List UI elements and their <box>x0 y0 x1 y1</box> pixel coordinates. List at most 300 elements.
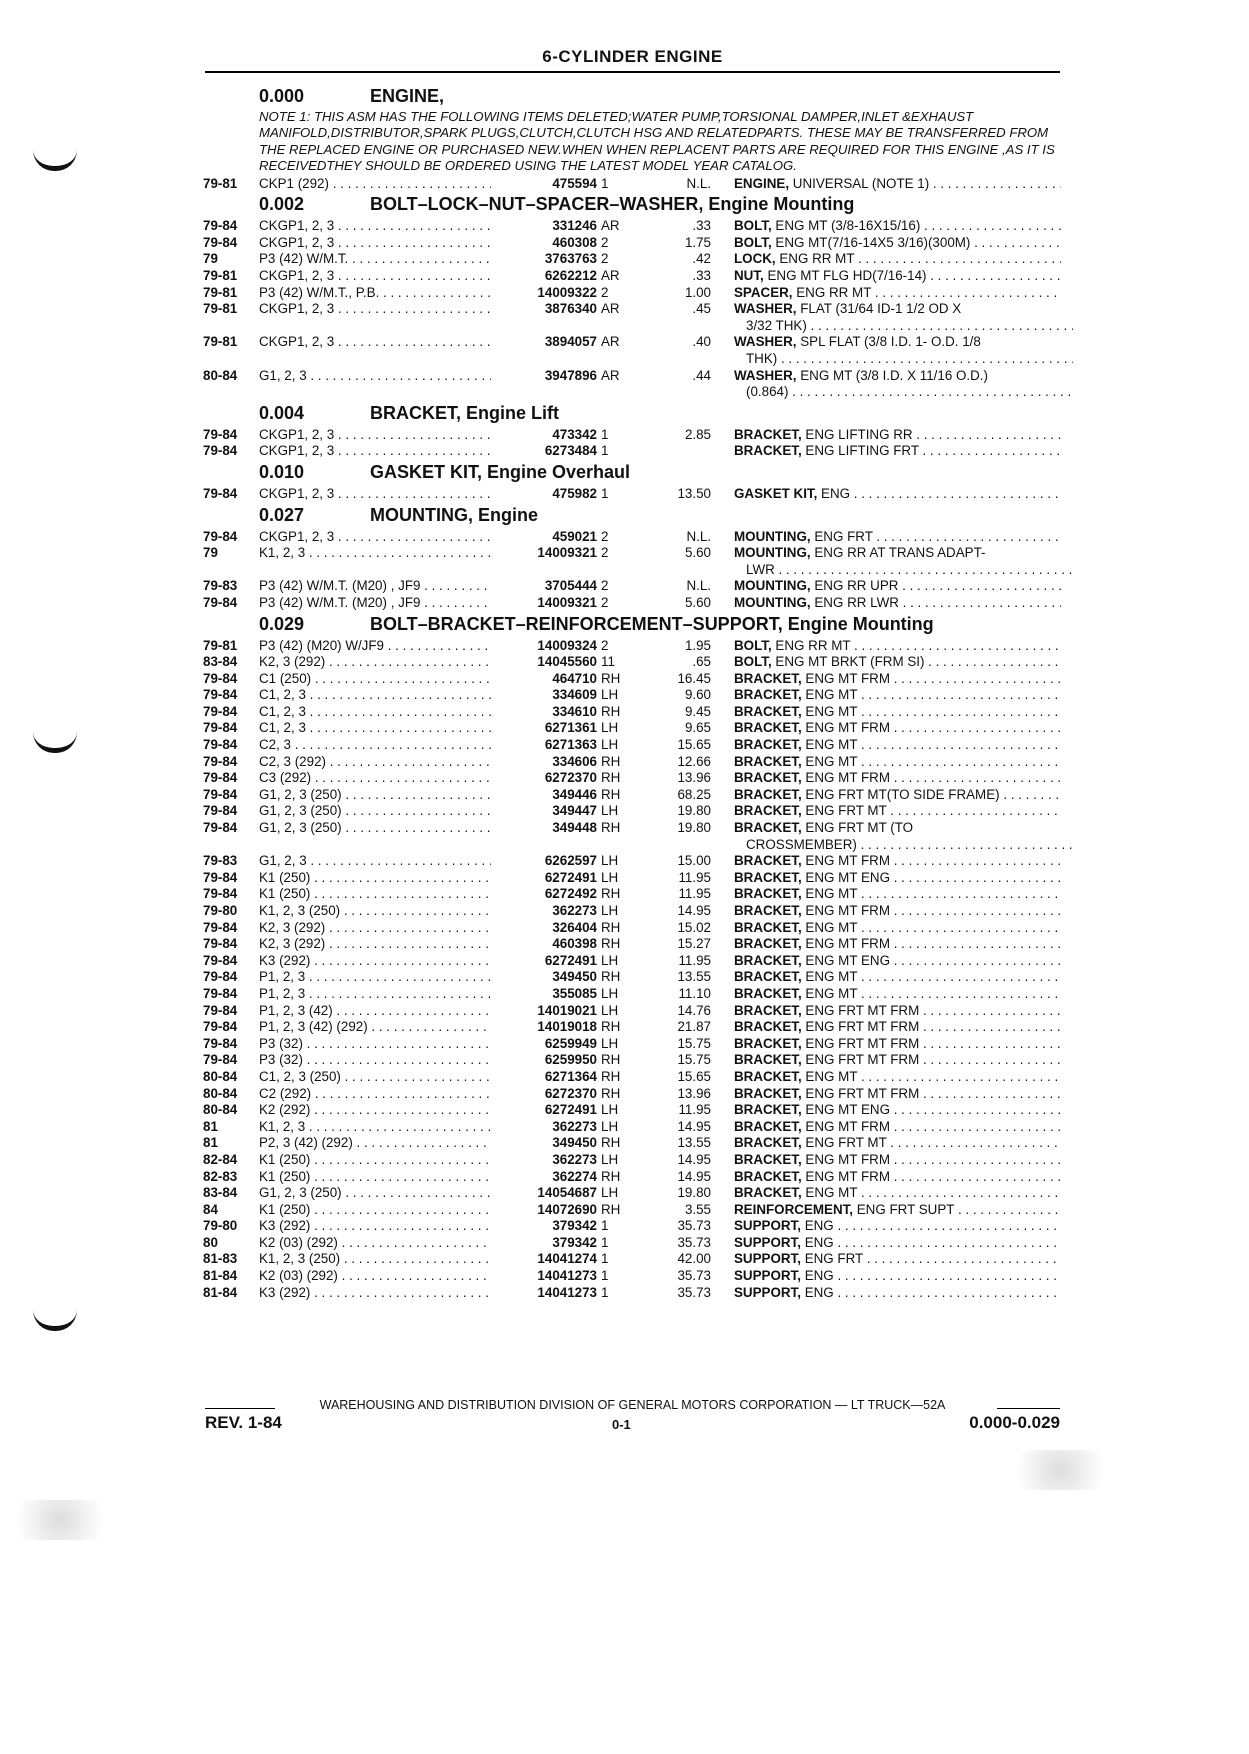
part-number: 14009322 <box>491 285 597 302</box>
description-line <box>734 1052 1061 1069</box>
description <box>734 953 1061 970</box>
parts-row <box>203 704 1061 721</box>
description <box>734 301 1061 334</box>
description-line <box>734 969 1061 986</box>
description-noun: LOCK, <box>734 251 776 267</box>
quantity: LH <box>601 720 619 736</box>
quantity: 2 <box>601 528 609 544</box>
model-years: 81-83 <box>203 1251 238 1267</box>
parts-row <box>203 936 1061 953</box>
part-number: 362273 <box>491 1119 597 1136</box>
parts-row <box>203 176 1061 193</box>
section-number: 0.027 <box>259 504 305 525</box>
price: N.L. <box>686 528 711 544</box>
quantity: 1 <box>601 443 609 459</box>
quantity: RH <box>601 919 621 935</box>
part-number: 334610 <box>491 704 597 721</box>
model-applicability: G1, 2, 3 . . . <box>259 853 501 870</box>
part-number: 3705444 <box>491 578 597 595</box>
parts-row <box>203 1251 1061 1268</box>
description-noun: BRACKET, <box>734 737 802 753</box>
description-detail: UNIVERSAL (NOTE 1) <box>789 175 930 191</box>
description-detail: ENG MT <box>801 969 858 985</box>
model-years: 79-84 <box>203 687 238 703</box>
model-years: 79-83 <box>203 578 238 594</box>
model-applicability: P1, 2, 3 (42) (292) . . . <box>259 1019 501 1036</box>
description-noun: MOUNTING, <box>734 594 811 610</box>
part-number: 14072690 <box>491 1202 597 1219</box>
model-applicability: CKGP1, 2, 3 . . . <box>259 529 501 546</box>
parts-row <box>203 1285 1061 1302</box>
quantity: LH <box>601 1102 619 1118</box>
header-rule <box>205 71 1060 73</box>
part-number: 6273484 <box>491 443 597 460</box>
description <box>734 903 1061 920</box>
part-number: 459021 <box>491 529 597 546</box>
section-heading <box>203 460 1061 486</box>
section-number: 0.002 <box>259 194 305 215</box>
parts-row <box>203 853 1061 870</box>
quantity: RH <box>601 1135 621 1151</box>
description-line <box>734 285 1061 302</box>
parts-row <box>203 1152 1061 1169</box>
description-noun: NUT, <box>734 268 764 283</box>
part-number: 362274 <box>491 1169 597 1186</box>
page-header-title: 6-CYLINDER ENGINE <box>542 47 723 66</box>
description-line <box>734 529 1061 546</box>
price: .33 <box>692 268 711 283</box>
description-line <box>734 218 1061 235</box>
model-applicability: C1, 2, 3 . . . <box>259 687 501 704</box>
parts-row <box>203 754 1061 771</box>
description <box>734 1218 1061 1235</box>
part-number: 334606 <box>491 754 597 771</box>
price: 14.76 <box>677 1002 711 1018</box>
description-noun: BRACKET, <box>734 1168 802 1184</box>
description-noun: BRACKET, <box>734 985 802 1001</box>
price: 15.75 <box>677 1052 711 1068</box>
description <box>734 654 1061 671</box>
page-number: 0-1 <box>612 1417 631 1432</box>
description <box>734 1202 1061 1219</box>
description-detail: ENG MT ENG <box>801 1102 890 1118</box>
description-noun: BRACKET, <box>734 1002 802 1018</box>
model-years: 79-84 <box>203 720 238 736</box>
parts-row <box>203 820 1061 853</box>
description <box>734 285 1061 302</box>
model-applicability: C1, 2, 3 . . . <box>259 720 501 737</box>
price: 13.96 <box>677 1085 711 1101</box>
part-number: 349447 <box>491 803 597 820</box>
description-line <box>734 1251 1061 1268</box>
part-number: 379342 <box>491 1235 597 1252</box>
model-applicability: G1, 2, 3 (250) . . . <box>259 787 501 804</box>
parts-row <box>203 1169 1061 1186</box>
part-number: 334609 <box>491 687 597 704</box>
description-noun: BRACKET, <box>734 820 802 836</box>
model-applicability: K2 (03) (292) . . . <box>259 1235 501 1252</box>
description-detail: ENG MT <box>801 919 858 935</box>
quantity: LH <box>601 1035 619 1051</box>
description-line <box>734 1169 1061 1186</box>
quantity: 2 <box>601 594 609 610</box>
parts-row <box>203 638 1061 655</box>
model-years: 79-84 <box>203 869 238 885</box>
description <box>734 268 1061 285</box>
parts-row <box>203 687 1061 704</box>
description-line <box>734 671 1061 688</box>
price: 14.95 <box>677 1151 711 1167</box>
description-line <box>734 1119 1061 1136</box>
model-years: 79-84 <box>203 952 238 968</box>
description-detail: SPL FLAT (3/8 I.D. 1- O.D. 1/8 <box>796 334 981 350</box>
description-noun: BRACKET, <box>734 1185 802 1201</box>
description-noun: SPACER, <box>734 284 793 300</box>
model-years: 79-84 <box>203 1035 238 1051</box>
description-noun: MOUNTING, <box>734 545 811 561</box>
parts-row <box>203 529 1061 546</box>
description <box>734 671 1061 688</box>
description-detail: ENG <box>800 1268 834 1284</box>
description-line <box>734 787 1061 804</box>
price: 68.25 <box>677 786 711 802</box>
description <box>734 969 1061 986</box>
description <box>734 427 1061 444</box>
model-years: 79-84 <box>203 985 238 1001</box>
quantity: 1 <box>601 1284 609 1300</box>
model-years: 82-84 <box>203 1151 238 1167</box>
description-noun: BRACKET, <box>734 670 802 686</box>
description-line <box>734 578 1061 595</box>
description-detail: ENG <box>800 1284 834 1300</box>
description-noun: BRACKET, <box>734 853 802 869</box>
model-years: 79-84 <box>203 528 238 544</box>
model-applicability: P3 (42) W/M.T. (M20) , JF9 . . . <box>259 578 501 595</box>
price: 19.80 <box>677 803 711 819</box>
description-line <box>734 545 1061 562</box>
description <box>734 803 1061 820</box>
description-detail: ENG MT FRM <box>801 1168 890 1184</box>
description <box>734 334 1061 367</box>
section-note: NOTE 1: THIS ASM HAS THE FOLLOWING ITEMS DELETED;WATER PUMP,TORSIONAL DAMPER,INLET &EXHAUST MANIFOLD,DISTRIBUTOR,SPARK PLUGS,CLUTCH,CLUTCH HSG AND RELATEDPARTS. THESE MAY BE TRANSFERRED FROM THE REPLACED ENGINE OR PURCHASED NEW.WHEN WHEN REPLACENT PARTS ARE REQUIRED FOR THIS ENGINE ,AS IT IS RECEIVEDTHEY SHOULD BE ORDERED USING THE LATEST MODEL YEAR CATALOG. <box>259 109 1055 174</box>
quantity: RH <box>601 1168 621 1184</box>
description-detail: ENG FRT MT FRM <box>801 1085 920 1101</box>
description-detail: ENG FRT MT FRM <box>801 1035 920 1051</box>
footer-publisher-text: WAREHOUSING AND DISTRIBUTION DIVISION OF GENERAL MOTORS CORPORATION — LT TRUCK—52A <box>319 1398 946 1412</box>
description-noun: BRACKET, <box>734 687 802 703</box>
model-applicability: CKGP1, 2, 3 . . . <box>259 235 501 252</box>
model-applicability: P3 (32) . . . <box>259 1036 501 1053</box>
model-years: 79-81 <box>203 268 238 283</box>
description <box>734 368 1061 401</box>
description-line <box>734 953 1061 970</box>
part-number: 6271361 <box>491 720 597 737</box>
parts-row <box>203 443 1061 460</box>
quantity: AR <box>601 301 620 317</box>
parts-row <box>203 1185 1061 1202</box>
price: 9.45 <box>684 703 711 719</box>
description-line <box>734 1019 1061 1036</box>
quantity: LH <box>601 1151 619 1167</box>
description <box>734 1169 1061 1186</box>
description-detail: ENG MT FRM <box>801 1151 890 1167</box>
description-line <box>734 1202 1061 1219</box>
part-number: 355085 <box>491 986 597 1003</box>
model-applicability: C2, 3 . . . <box>259 737 501 754</box>
price: 35.73 <box>677 1234 711 1250</box>
footer-publisher-line <box>205 1398 1060 1412</box>
model-applicability: K2, 3 (292) . . . <box>259 654 501 671</box>
description-noun: BRACKET, <box>734 936 802 952</box>
description <box>734 704 1061 721</box>
model-years: 80-84 <box>203 367 238 383</box>
model-years: 79-84 <box>203 703 238 719</box>
section-number: 0.004 <box>259 402 305 423</box>
description-detail: ENG <box>800 1218 834 1234</box>
parts-row <box>203 427 1061 444</box>
price: 15.75 <box>677 1035 711 1051</box>
description-detail: ENG FRT MT <box>801 1135 887 1151</box>
parts-listing <box>203 84 1061 1301</box>
description-line <box>734 1152 1061 1169</box>
model-years: 84 <box>203 1201 218 1217</box>
description-line <box>734 936 1061 953</box>
quantity: 1 <box>601 426 609 442</box>
quantity: RH <box>601 1019 621 1035</box>
quantity: RH <box>601 936 621 952</box>
description <box>734 820 1061 853</box>
quantity: 1 <box>601 175 609 191</box>
quantity: LH <box>601 1185 619 1201</box>
price: 21.87 <box>677 1019 711 1035</box>
price: 42.00 <box>677 1251 711 1267</box>
description-detail: ENG MT (3/8 I.D. X 11/16 O.D.) <box>796 367 988 383</box>
description-noun: BRACKET, <box>734 753 802 769</box>
quantity: RH <box>601 1085 621 1101</box>
price: 13.55 <box>677 1135 711 1151</box>
model-years: 79-80 <box>203 903 238 918</box>
section-heading <box>203 401 1061 427</box>
part-number: 349450 <box>491 1135 597 1152</box>
description-detail: ENG FRT <box>810 528 873 544</box>
parts-row <box>203 251 1061 268</box>
model-years: 79-84 <box>203 886 238 902</box>
quantity: LH <box>601 1002 619 1018</box>
description-line <box>734 654 1061 671</box>
part-number: 460398 <box>491 936 597 953</box>
quantity: AR <box>601 367 620 383</box>
description-continuation: THK) . . . <box>734 351 1073 368</box>
part-number: 6272491 <box>491 953 597 970</box>
parts-row <box>203 334 1061 367</box>
parts-row <box>203 1036 1061 1053</box>
parts-row <box>203 368 1061 401</box>
description-noun: ENGINE, <box>734 175 790 191</box>
description <box>734 936 1061 953</box>
description <box>734 853 1061 870</box>
description <box>734 770 1061 787</box>
parts-row <box>203 903 1061 920</box>
description <box>734 1251 1061 1268</box>
model-years: 80 <box>203 1234 218 1250</box>
description-noun: BRACKET, <box>734 786 802 802</box>
model-years: 83-84 <box>203 1185 238 1201</box>
description-line <box>734 638 1061 655</box>
description-detail: ENG LIFTING RR <box>801 426 913 442</box>
model-years: 82-83 <box>203 1168 238 1184</box>
description-noun: BRACKET, <box>734 720 802 736</box>
part-number: 14041273 <box>491 1268 597 1285</box>
model-years: 79-84 <box>203 803 238 819</box>
description-noun: BRACKET, <box>734 426 802 442</box>
parts-row <box>203 737 1061 754</box>
price: 14.95 <box>677 1118 711 1134</box>
description-line <box>734 853 1061 870</box>
section-range: 0.000-0.029 <box>969 1413 1060 1432</box>
description-noun: WASHER, <box>734 301 797 317</box>
section-number: 0.029 <box>259 613 305 634</box>
description-detail: ENG RR AT TRANS ADAPT- <box>810 545 986 561</box>
price: 5.60 <box>684 594 711 610</box>
description-detail: ENG LIFTING FRT <box>801 443 919 459</box>
model-applicability: CKGP1, 2, 3 . . . <box>259 268 501 285</box>
description-detail: ENG <box>800 1234 834 1250</box>
description-noun: BRACKET, <box>734 1151 802 1167</box>
quantity: LH <box>601 952 619 968</box>
model-applicability: K1, 2, 3 . . . <box>259 545 501 562</box>
model-applicability: C2, 3 (292) . . . <box>259 754 501 771</box>
description-detail: FLAT (31/64 ID-1 1/2 OD X <box>796 301 962 317</box>
model-applicability: K1 (250) . . . <box>259 1202 501 1219</box>
part-number: 14009321 <box>491 545 597 562</box>
description <box>734 787 1061 804</box>
description <box>734 1268 1061 1285</box>
description-noun: BRACKET, <box>734 1118 802 1134</box>
description-noun: BRACKET, <box>734 886 802 902</box>
description-line <box>734 427 1061 444</box>
parts-row <box>203 486 1061 503</box>
section-heading <box>203 192 1061 218</box>
description <box>734 1152 1061 1169</box>
description-line <box>734 486 1061 503</box>
description <box>734 176 1061 193</box>
description-noun: BRACKET, <box>734 1035 802 1051</box>
description-line <box>734 720 1061 737</box>
description-noun: BOLT, <box>734 637 772 653</box>
quantity: 1 <box>601 1234 609 1250</box>
model-applicability: K3 (292) . . . <box>259 953 501 970</box>
model-years: 79-84 <box>203 234 238 250</box>
model-applicability: CKGP1, 2, 3 . . . <box>259 443 501 460</box>
model-applicability: G1, 2, 3 . . . <box>259 368 501 385</box>
description-line <box>734 770 1061 787</box>
quantity: RH <box>601 1052 621 1068</box>
model-applicability: P2, 3 (42) (292) . . . <box>259 1135 501 1152</box>
parts-row <box>203 1069 1061 1086</box>
model-applicability: C1, 2, 3 . . . <box>259 704 501 721</box>
part-number: 14019021 <box>491 1003 597 1020</box>
model-applicability: CKGP1, 2, 3 . . . <box>259 334 501 351</box>
model-years: 79-84 <box>203 426 238 442</box>
description-line <box>734 595 1061 612</box>
description-noun: BRACKET, <box>734 1135 802 1151</box>
model-applicability: C1 (250) . . . <box>259 671 501 688</box>
description-line <box>734 301 1061 318</box>
model-years: 80-84 <box>203 1085 238 1101</box>
description-detail: ENG MT FRM <box>801 670 890 686</box>
quantity: 2 <box>601 545 609 561</box>
quantity: RH <box>601 886 621 902</box>
model-applicability: K1, 2, 3 (250) . . . <box>259 1251 501 1268</box>
quantity: RH <box>601 670 621 686</box>
description <box>734 578 1061 595</box>
description-line <box>734 176 1061 193</box>
description-line <box>734 1069 1061 1086</box>
price: 9.65 <box>684 720 711 736</box>
parts-row <box>203 1052 1061 1069</box>
parts-row <box>203 1102 1061 1119</box>
quantity: 2 <box>601 637 609 653</box>
model-years: 81 <box>203 1135 218 1151</box>
description-noun: BRACKET, <box>734 952 802 968</box>
description-detail: ENG MT(7/16-14X5 3/16)(300M) <box>771 234 971 250</box>
parts-row <box>203 1003 1061 1020</box>
section-title: BOLT–LOCK–NUT–SPACER–WASHER, Engine Mounting <box>370 194 855 215</box>
description-detail: ENG RR UPR <box>810 578 899 594</box>
parts-row <box>203 787 1061 804</box>
part-number: 464710 <box>491 671 597 688</box>
description <box>734 1102 1061 1119</box>
description <box>734 1086 1061 1103</box>
part-number: 6262597 <box>491 853 597 870</box>
model-applicability: K2, 3 (292) . . . <box>259 936 501 953</box>
revision-label: REV. 1-84 <box>205 1413 282 1432</box>
quantity: 1 <box>601 1268 609 1284</box>
description-detail: ENG FRT MT <box>801 803 887 819</box>
description-continuation: CROSSMEMBER) . . . <box>734 837 1073 854</box>
part-number: 362273 <box>491 903 597 920</box>
description-detail: ENG RR LWR <box>810 594 899 610</box>
description <box>734 1135 1061 1152</box>
description-noun: BRACKET, <box>734 1085 802 1101</box>
part-number: 6259950 <box>491 1052 597 1069</box>
description-detail: ENG MT FLG HD(7/16-14) <box>763 268 927 283</box>
description-detail: ENG MT ENG <box>801 869 890 885</box>
description-line <box>734 820 1061 837</box>
quantity: AR <box>601 218 620 234</box>
quantity: AR <box>601 268 620 283</box>
model-applicability: K1, 2, 3 (250) . . . <box>259 903 501 920</box>
part-number: 475982 <box>491 486 597 503</box>
part-number: 3894057 <box>491 334 597 351</box>
part-number: 6271364 <box>491 1069 597 1086</box>
parts-row <box>203 969 1061 986</box>
model-years: 79-84 <box>203 218 238 234</box>
price: 13.50 <box>677 485 711 501</box>
price: 15.27 <box>677 936 711 952</box>
price: 16.45 <box>677 670 711 686</box>
description-noun: GASKET KIT, <box>734 485 818 501</box>
parts-row <box>203 285 1061 302</box>
description <box>734 754 1061 771</box>
price: 15.02 <box>677 919 711 935</box>
part-number: 6271363 <box>491 737 597 754</box>
description <box>734 870 1061 887</box>
description-detail: ENG MT <box>801 886 858 902</box>
parts-row <box>203 803 1061 820</box>
model-applicability: CKGP1, 2, 3 . . . <box>259 427 501 444</box>
price: 1.00 <box>684 284 711 300</box>
